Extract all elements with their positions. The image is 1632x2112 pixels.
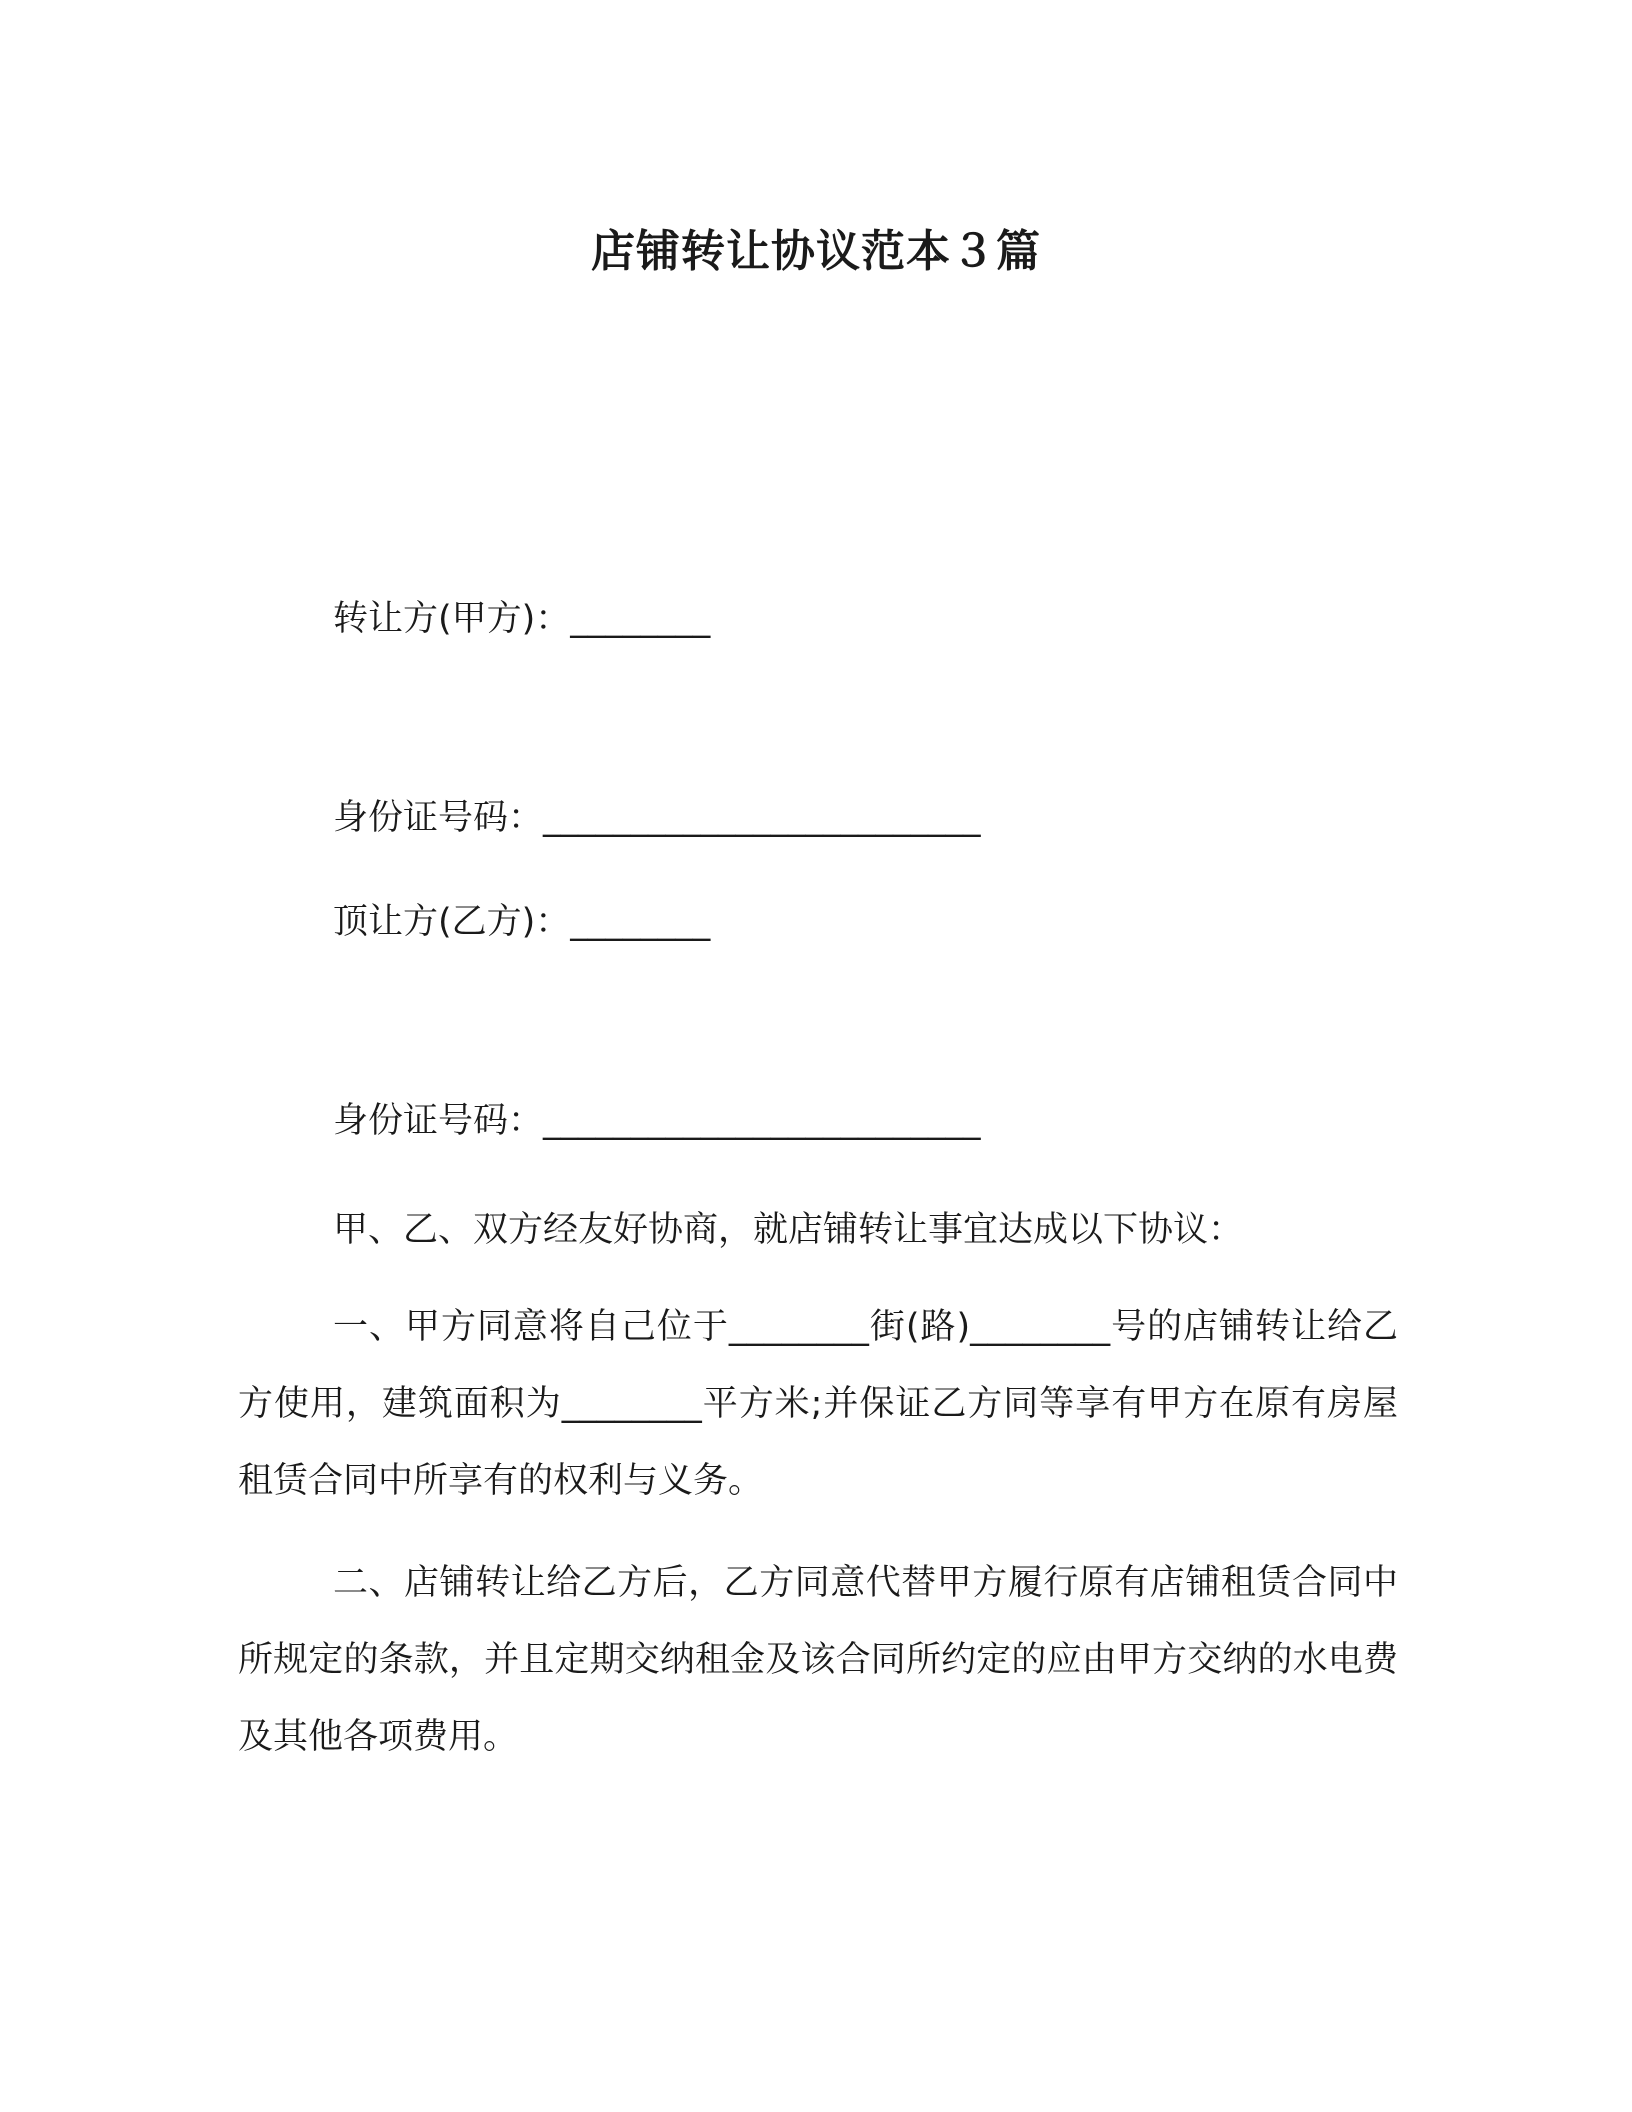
intro-paragraph: 甲、乙、双方经友好协商，就店铺转让事宜达成以下协议： bbox=[333, 1210, 1244, 1250]
party-a-field: 转让方(甲方)：________ bbox=[333, 599, 711, 639]
clause-2-paragraph: 二、店铺转让给乙方后，乙方同意代替甲方履行原有店铺租赁合同中所规定的条款，并且定期交纳租金及该合同所约定的应由甲方交纳的水电费及其他各项费用。 bbox=[238, 1563, 1398, 1757]
party-b-field: 顶让方(乙方)：________ bbox=[333, 902, 711, 942]
party-a-id-field: 身份证号码：_________________________ bbox=[333, 798, 981, 838]
document-title: 店铺转让协议范本３篇 bbox=[591, 226, 1041, 277]
clause-1-paragraph: 一、甲方同意将自己位于________街(路)________号的店铺转让给乙方使用，建筑面积为________平方米;并保证乙方同等享有甲方在原有房屋租赁合同中所享有的权利与义务。 bbox=[238, 1307, 1398, 1501]
party-b-id-field: 身份证号码：_________________________ bbox=[333, 1101, 981, 1141]
